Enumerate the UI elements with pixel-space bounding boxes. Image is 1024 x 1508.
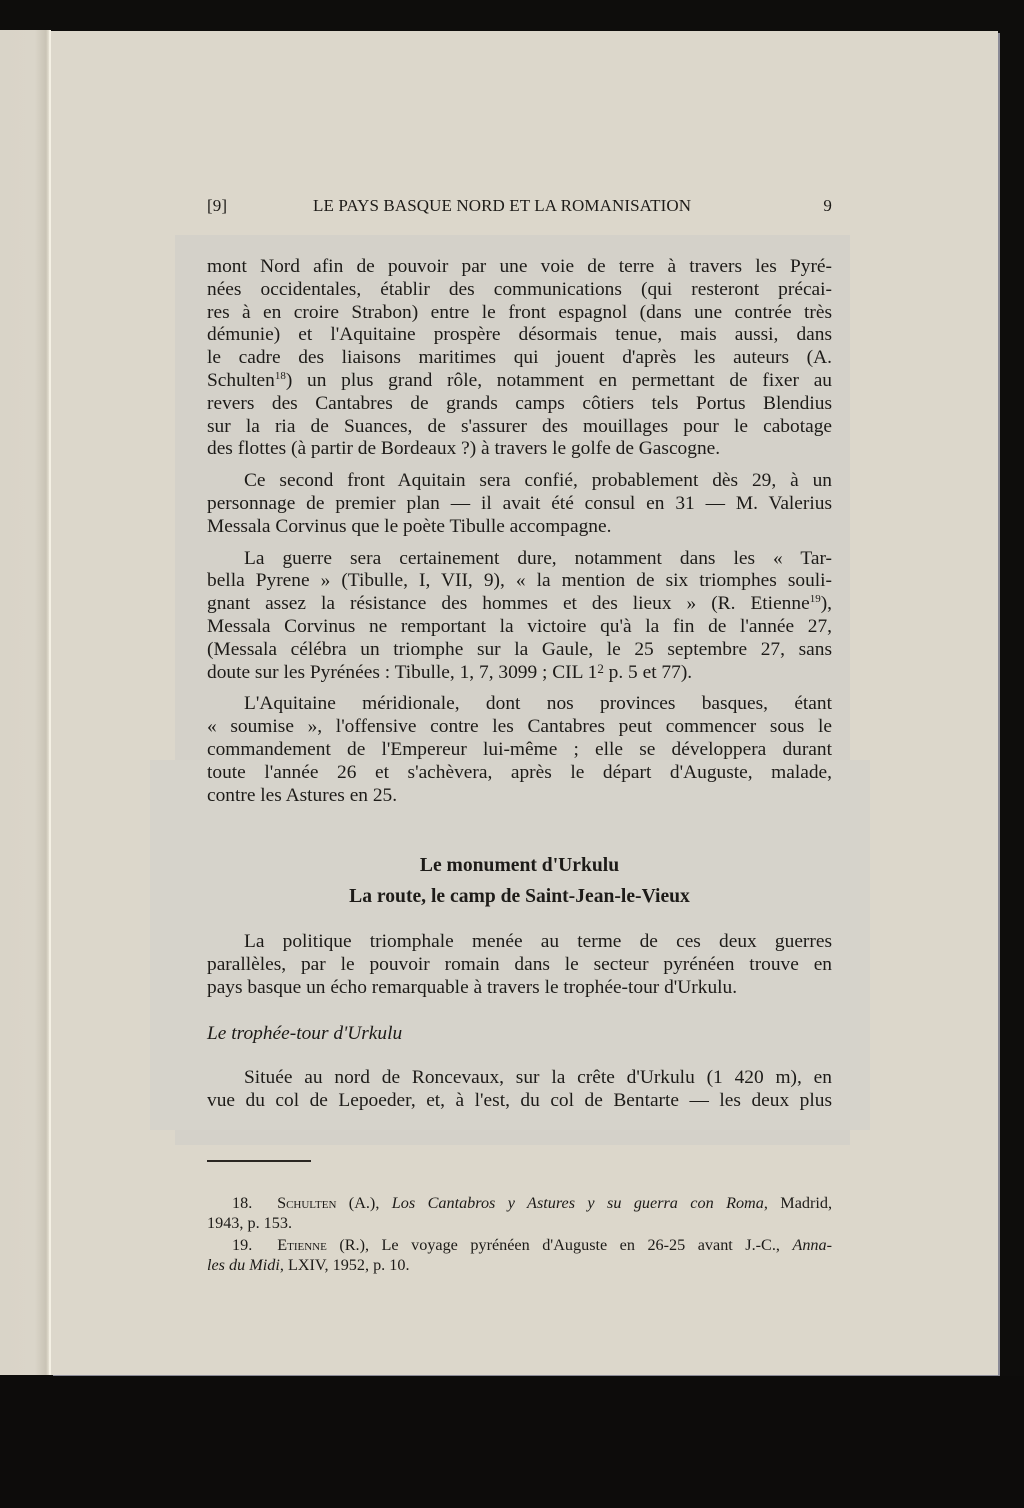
footnote-author: Etienne xyxy=(277,1236,327,1254)
section-subheading: La route, le camp de Saint-Jean-le-Vieux xyxy=(349,886,690,907)
text-line: La guerre sera certainement dure, notamment dans les « Tar- xyxy=(244,547,832,569)
facing-page-edge xyxy=(0,30,50,1125)
footnote-rule xyxy=(207,1160,311,1162)
footnote-18 xyxy=(207,1193,832,1233)
footnote-line xyxy=(207,1255,832,1275)
text-line: parallèles, par le pouvoir romain dans le secteur pyrénéen trouve en xyxy=(207,953,832,975)
folio-bracketed: [9] xyxy=(207,196,228,215)
text-line: res à en croire Strabon) entre le front espagnol (dans une contrée très xyxy=(207,301,832,323)
text-line: pays basque un écho remarquable à travers le trophée-tour d'Urkulu. xyxy=(207,976,738,998)
text-line: revers des Cantabres de grands camps côtiers tels Portus Blendius xyxy=(207,392,832,414)
superscript: 2 xyxy=(597,660,604,676)
text-line xyxy=(207,370,832,393)
section-heading: Le monument d'Urkulu xyxy=(419,855,620,876)
text-line: La politique triomphale menée au terme de ces deux guerres xyxy=(244,931,832,952)
footnote-text: , Madrid, xyxy=(763,1194,832,1212)
body-text xyxy=(207,256,832,807)
footnote-19 xyxy=(207,1235,832,1275)
footnote-journal: Anna- xyxy=(792,1236,832,1254)
paragraph-1 xyxy=(207,256,832,461)
text-line: Ce second front Aquitain sera confié, probablement dès 29, à un xyxy=(244,470,832,492)
text-line: le cadre des liaisons maritimes qui jouent d'après les auteurs (A. xyxy=(207,347,832,369)
text-fragment: gnant assez la résistance des hommes et des lieux » (R. Etienne xyxy=(207,593,810,615)
footnote-number: 19. xyxy=(232,1236,253,1254)
footnote-line xyxy=(207,1235,832,1255)
footnote-text: , LXIV, 1952, p. 10. xyxy=(279,1256,410,1274)
page-number: 9 xyxy=(823,196,832,215)
footnote-initial: (R.), xyxy=(326,1236,382,1254)
text-line: nées occidentales, établir des communications (qui resteront précai- xyxy=(207,278,832,300)
footnote-journal: les du Midi xyxy=(207,1256,280,1274)
text-line: Messala Corvinus que le poète Tibulle accompagne. xyxy=(207,515,612,537)
text-line: Messala Corvinus ne remportant la victoire qu'à la fin de l'année 27, xyxy=(207,615,832,637)
text-line: démunie) et l'Aquitaine prospère désormais tenue, mais aussi, dans xyxy=(207,324,832,346)
text-line: commandement de l'Empereur lui-même ; elle se développera durant xyxy=(207,738,832,760)
text-line: bella Pyrene » (Tibulle, I, VII, 9), « la mention de six triomphes souli- xyxy=(207,570,832,592)
paragraph-5 xyxy=(207,931,832,999)
text-line: des flottes (à partir de Bordeaux ?) à travers le golfe de Gascogne. xyxy=(207,438,721,460)
text-fragment: ), xyxy=(820,593,832,615)
footnote-ref-19: 19 xyxy=(809,593,821,606)
text-line xyxy=(207,593,832,616)
text-fragment: Schulten xyxy=(207,369,275,391)
text-line: (Messala célébra un triomphe sur la Gaule, le 25 septembre 27, sans xyxy=(207,638,832,660)
text-line: contre les Astures en 25. xyxy=(207,784,398,806)
text-line: L'Aquitaine méridionale, dont nos provinces basques, étant xyxy=(244,693,832,715)
footnote-initial: (A.), xyxy=(336,1194,392,1212)
footnote-number: 18. xyxy=(232,1194,253,1212)
text-line: mont Nord afin de pouvoir par une voie de terre à travers les Pyré- xyxy=(207,256,832,277)
paragraph-6 xyxy=(207,1067,832,1113)
text-fragment: p. 5 et 77). xyxy=(603,661,693,683)
italic-subheading: Le trophée-tour d'Urkulu xyxy=(207,1023,403,1044)
text-line xyxy=(207,662,832,685)
text-line: toute l'année 26 et s'achèvera, après le départ d'Auguste, malade, xyxy=(207,761,832,783)
text-line: « soumise », l'offensive contre les Cantabres peut commencer sous le xyxy=(207,716,832,738)
footnote-ref-18: 18 xyxy=(274,369,286,382)
footnote-text: Le voyage pyrénéen d'Auguste en 26-25 avant J.-C., xyxy=(381,1236,793,1254)
paragraph-2 xyxy=(207,470,832,538)
paragraph-4 xyxy=(207,693,832,807)
text-line: vue du col de Lepoeder, et, à l'est, du col de Bentarte — les deux plus xyxy=(207,1089,832,1111)
running-head xyxy=(207,196,832,224)
paragraph-3 xyxy=(207,548,832,685)
text-line: personnage de premier plan — il avait été consul en 31 — M. Valerius xyxy=(207,492,832,514)
text-fragment: ) un plus grand rôle, notamment en permettant de fixer au xyxy=(285,369,832,391)
scan-background xyxy=(0,1376,1024,1508)
footnote-author: Schulten xyxy=(277,1194,337,1212)
footnote-line: 1943, p. 153. xyxy=(207,1214,292,1232)
text-line: sur la ria de Suances, de s'assurer des mouillages pour le cabotage xyxy=(207,415,832,437)
footnote-line xyxy=(207,1193,832,1213)
footnote-title: Los Cantabros y Astures y su guerra con Roma xyxy=(391,1194,764,1212)
facing-page-edge-lower xyxy=(0,1125,50,1375)
text-line: Située au nord de Roncevaux, sur la crête d'Urkulu (1 420 m), en xyxy=(244,1067,832,1088)
footnotes xyxy=(207,1193,832,1277)
running-title: LE PAYS BASQUE NORD ET LA ROMANISATION xyxy=(313,196,692,215)
text-fragment: doute sur les Pyrénées : Tibulle, 1, 7, 3099 ; CIL 1 xyxy=(207,661,598,683)
